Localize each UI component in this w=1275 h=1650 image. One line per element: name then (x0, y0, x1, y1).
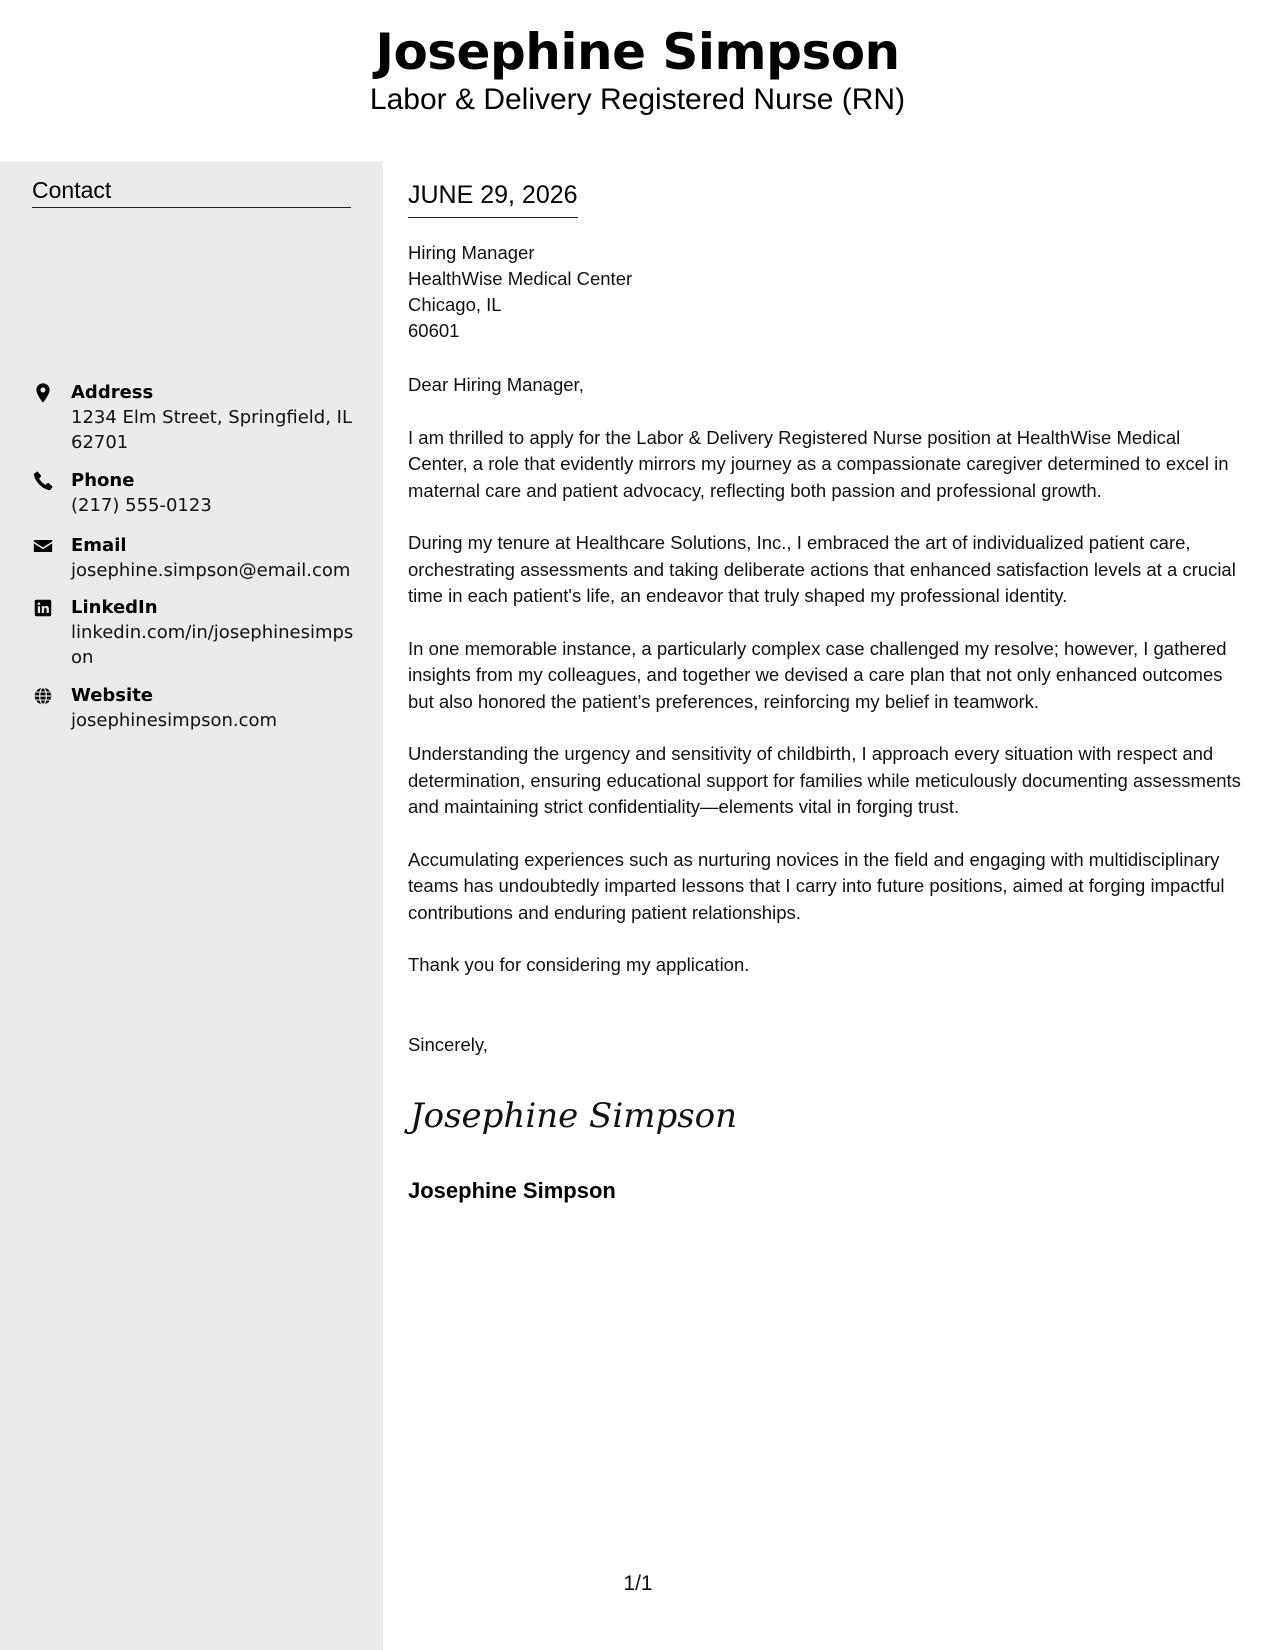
letter-content (408, 372, 1243, 1005)
address-value: 1234 Elm Street, Springfield, IL 62701 (71, 407, 353, 453)
recipient-line: HealthWise Medical Center (408, 268, 633, 289)
linkedin-icon (32, 597, 54, 619)
letter-paragraph: Understanding the urgency and sensitivity of childbirth, I approach every situation with respect and determination, ensuring educational support for families while meticulously documenting assessments and maintaining strict confidentiality—elements vital in forging trust. (408, 743, 1241, 817)
letter-paragraph: During my tenure at Healthcare Solutions, Inc., I embraced the art of individualized patient care, orchestrating assessments and taking deliberate actions that enhanced satisfaction levels at a crucial time in each patient's life, an endeavor that truly shaped my professional identity. (408, 532, 1236, 606)
globe-icon (32, 685, 54, 707)
handwritten-signature (408, 1083, 738, 1143)
candidate-name: Josephine Simpson (375, 23, 900, 81)
letter-paragraph: Thank you for considering my application. (408, 954, 750, 975)
linkedin-value: linkedin.com/in/josephinesimpson (71, 622, 354, 668)
contact-label: LinkedIn (71, 597, 158, 618)
phone-value: (217) 555-0123 (71, 495, 212, 516)
contact-heading: Contact (32, 175, 351, 208)
page-header (0, 0, 1275, 160)
letter-paragraph: In one memorable instance, a particularly complex case challenged my resolve; however, I gathered insights from my colleagues, and together we devised a care plan that not only enhanced outcomes but also honored the patient’s preferences, reinforcing my belief in teamwork. (408, 637, 1227, 712)
website-value: josephinesimpson.com (71, 710, 278, 731)
letter-paragraph: Accumulating experiences such as nurturing novices in the field and engaging with multidisciplinary teams has undoubtedly imparted lessons that I carry into future positions, aimed at forging impactful contributions and enduring patient relationships. (408, 848, 1225, 923)
contact-label: Phone (71, 470, 135, 491)
letter-paragraph: I am thrilled to apply for the Labor & Delivery Registered Nurse position at HealthWise Medical Center, a role that evidently mirrors my journey as a compassionate caregiver determined to excel in maternal care and patient advocacy, reflecting both passion and professional growth. (408, 426, 1229, 501)
recipient-block (408, 240, 632, 344)
closing: Sincerely, (408, 1034, 488, 1055)
phone-icon (32, 470, 54, 492)
signed-name: Josephine Simpson (408, 1178, 616, 1203)
recipient-line: Chicago, IL (408, 294, 502, 315)
contact-sidebar (0, 161, 383, 1650)
recipient-line: Hiring Manager (408, 242, 535, 263)
contact-label: Address (71, 382, 154, 403)
recipient-line: 60601 (408, 320, 460, 341)
signature-text: Josephine Simpson (410, 1096, 738, 1136)
greeting: Dear Hiring Manager, (408, 374, 584, 395)
page-number: 1/1 (623, 1572, 653, 1595)
email-value: josephine.simpson@email.com (71, 560, 351, 581)
letter-date: JUNE 29, 2026 (408, 179, 578, 218)
map-pin-icon (32, 382, 54, 404)
contact-label: Email (71, 535, 127, 556)
contact-label: Website (71, 685, 154, 706)
candidate-title: Labor & Delivery Registered Nurse (RN) (369, 83, 906, 116)
envelope-icon (32, 535, 54, 557)
